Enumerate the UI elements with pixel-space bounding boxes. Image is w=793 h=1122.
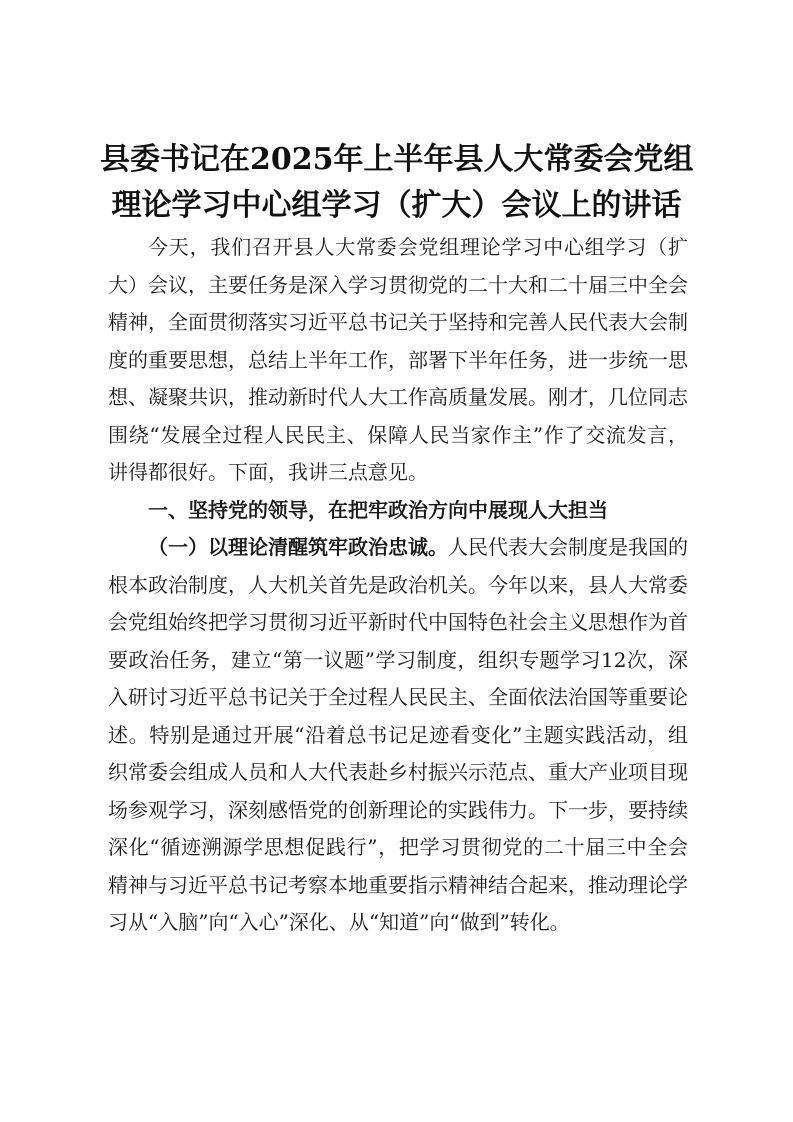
document-body	[108, 229, 688, 942]
document-title-line-2: 理论学习中心组学习（扩大）会议上的讲话	[111, 188, 682, 223]
section-1-heading: 一、坚持党的领导，在把牢政治方向中展现人大担当	[148, 497, 608, 522]
section-1-sub-1-heading: （一）以理论清醒筑牢政治忠诚。	[148, 535, 448, 559]
document-title-line-1: 县委书记在2025年上半年县人大常委会党组	[100, 142, 694, 177]
section-1-sub-1-paragraph	[108, 529, 688, 942]
intro-paragraph: 今天，我们召开县人大常委会党组理论学习中心组学习（扩大）会议，主要任务是深入学习贯彻党的二十大和二十届三中全会精神，全面贯彻落实习近平总书记关于坚持和完善人民代表大会制度的重要思想，总结上半年工作，部署下半年任务，进一步统一思想、凝聚共识，推动新时代人大工作高质量发展。刚才，几位同志围绕“发展全过程人民民主、保障人民当家作主”作了交流发言，讲得都很好。下面，我讲三点意见。	[108, 235, 688, 484]
section-1-sub-1-body: 人民代表大会制度是我国的根本政治制度，人大机关首先是政治机关。今年以来，县人大常委会党组始终把学习贯彻习近平新时代中国特色社会主义思想作为首要政治任务，建立“第一议题”学习制度，组织专题学习12次，深入研讨习近平总书记关于全过程人民民主、全面依法治国等重要论述。特别是通过开展“沿着总书记足迹看变化”主题实践活动，组织常委会组成人员和人大代表赴乡村振兴示范点、重大产业项目现场参观学习，深刻感悟党的创新理论的实践伟力。下一步，要持续深化“循迹溯源学思想促践行”，把学习贯彻党的二十届三中全会精神与习近平总书记考察本地重要指示精神结合起来，推动理论学习从“入脑”向“入心”深化、从“知道”向“做到”转化。	[108, 535, 688, 934]
